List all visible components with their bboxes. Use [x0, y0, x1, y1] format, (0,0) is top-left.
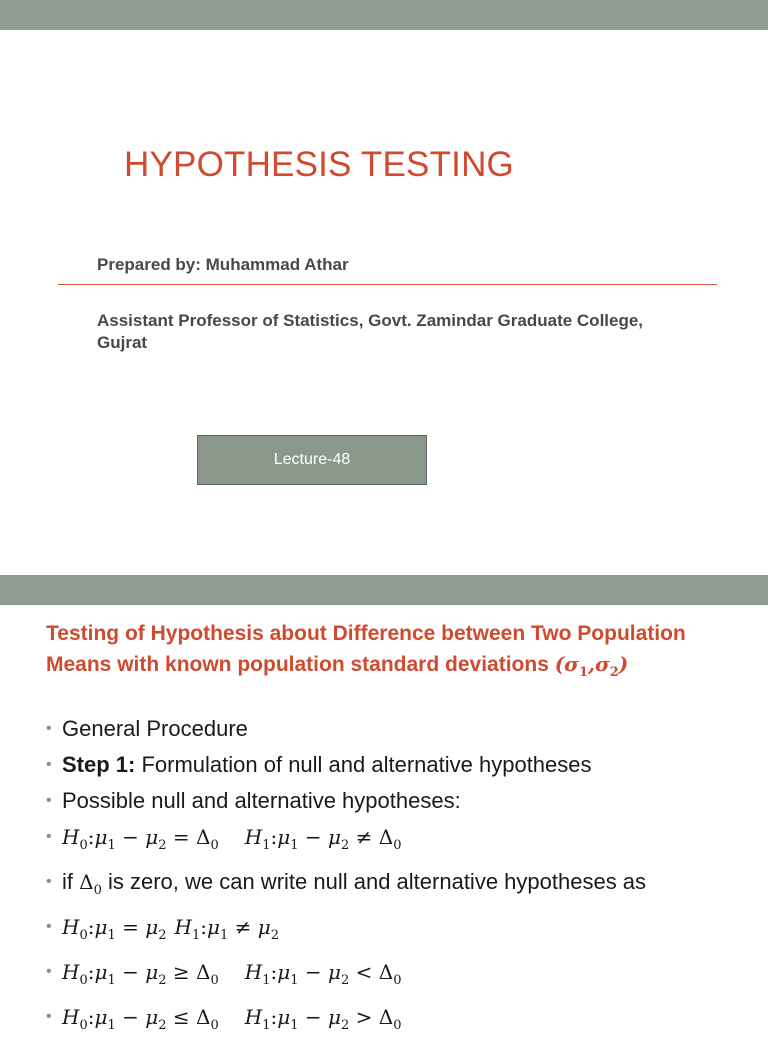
list-item: • Possible null and alternative hypotheses: — [46, 786, 746, 816]
list-item: • Step 1: Formulation of null and alternative hypotheses — [46, 750, 746, 780]
slide-separator-band — [0, 575, 768, 605]
section-heading — [46, 618, 746, 688]
heading-text: Testing of Hypothesis about Difference between Two Population Means with known population standard deviations — [46, 622, 686, 676]
math-hypothesis: $H_0:\mu_1 - \mu_2 \le \Delta_0$ $H_1:\mu_1 - \mu_2 > \Delta_0$ — [62, 1005, 402, 1033]
top-band — [0, 0, 768, 30]
bullet-icon: • — [46, 756, 52, 773]
list-item — [46, 957, 746, 996]
list-item — [46, 912, 746, 951]
bullet-icon: • — [46, 792, 52, 809]
bullet-icon: • — [46, 873, 52, 890]
lecture-label: Lecture-48 — [273, 451, 351, 468]
step-label: Step 1: — [62, 752, 136, 777]
math-hypothesis: $H_0:\mu_1 = \mu_2$ $H_1:\mu_1 \ne \mu_2$ — [62, 915, 280, 943]
bullet-icon: • — [46, 963, 52, 980]
math-hypothesis: $H_0:\mu_1 - \mu_2 \ge \Delta_0$ $H_1:\mu_1 - \mu_2 < \Delta_0$ — [62, 960, 402, 988]
bullet-icon: • — [46, 720, 52, 737]
list-item — [46, 1002, 746, 1041]
bullet-list — [46, 714, 746, 1047]
list-item — [46, 822, 746, 861]
slide-title: HYPOTHESIS TESTING — [124, 145, 514, 184]
heading-math: $(\sigma_1,\sigma_2)$ — [554, 652, 629, 680]
prepared-by: Prepared by: Muhammad Athar — [97, 255, 349, 274]
bullet-icon: • — [46, 918, 52, 935]
affiliation: Assistant Professor of Statistics, Govt. Zamindar Graduate College, Gujrat — [97, 311, 644, 352]
divider — [58, 284, 717, 285]
list-item: • General Procedure — [46, 714, 746, 744]
list-item: • if $\Delta_0$ is zero, we can write null and alternative hypotheses as — [46, 869, 647, 898]
math-hypothesis: $H_0:\mu_1 - \mu_2 = \Delta_0$ $H_1:\mu_1 - \mu_2 \ne \Delta_0$ — [62, 825, 402, 853]
bullet-icon: • — [46, 1008, 52, 1025]
lecture-button[interactable] — [197, 435, 427, 485]
bullet-icon: • — [46, 828, 52, 845]
